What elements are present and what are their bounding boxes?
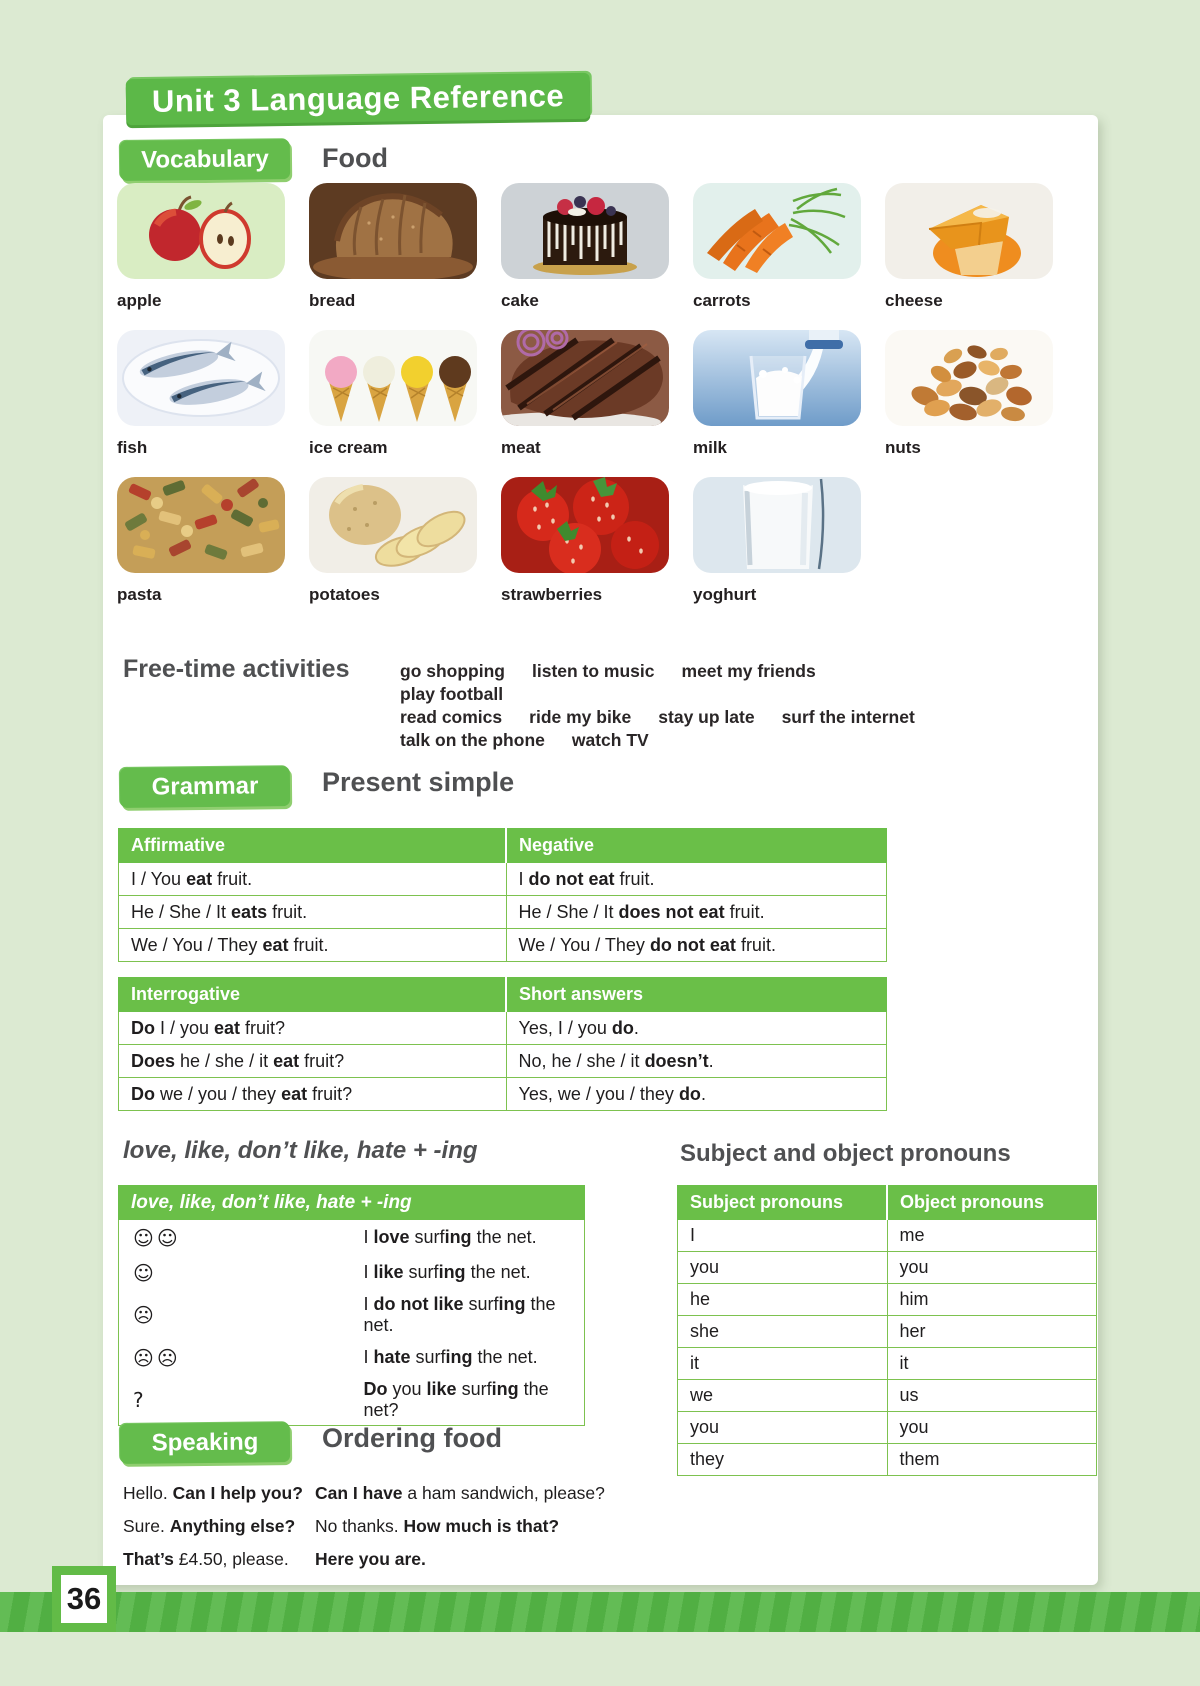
table-row bbox=[119, 1078, 887, 1111]
table-cell: you bbox=[887, 1252, 1097, 1284]
ing-section-heading: love, like, don’t like, hate + -ing bbox=[123, 1137, 478, 1164]
table-cell: it bbox=[887, 1348, 1097, 1380]
food-item-nuts bbox=[885, 330, 1077, 477]
table-row bbox=[119, 929, 887, 962]
dialogue-customer-line: No thanks. How much is that? bbox=[315, 1516, 560, 1536]
table-cell: Yes, I / you do. bbox=[506, 1012, 887, 1045]
food-item-potatoes bbox=[309, 477, 501, 624]
food-item-bread bbox=[309, 183, 501, 330]
table-cell: her bbox=[887, 1316, 1097, 1348]
table-cell: me bbox=[887, 1220, 1097, 1252]
table-row bbox=[119, 1290, 585, 1340]
table-row bbox=[678, 1444, 1097, 1476]
table-cell: We / You / They eat fruit. bbox=[119, 929, 507, 962]
grammar-badge: Grammar bbox=[120, 766, 290, 808]
food-item-milk bbox=[693, 330, 885, 477]
column-header: Negative bbox=[506, 829, 887, 863]
food-label: cheese bbox=[885, 291, 943, 310]
smiley-symbol: ☹ bbox=[119, 1290, 352, 1340]
table-cell: I do not like surfing the net. bbox=[352, 1290, 585, 1340]
present-simple-affirmative-negative-table bbox=[118, 828, 887, 962]
table-header-row bbox=[678, 1186, 1097, 1220]
food-label: cake bbox=[501, 291, 539, 310]
column-header: Subject pronouns bbox=[678, 1186, 888, 1220]
column-header: Short answers bbox=[506, 978, 887, 1012]
column-header: love, like, don’t like, hate + -ing bbox=[119, 1186, 585, 1220]
vocabulary-badge: Vocabulary bbox=[120, 139, 290, 181]
table-cell: he bbox=[678, 1284, 888, 1316]
table-cell: Does he / she / it eat fruit? bbox=[119, 1045, 507, 1078]
strawberries-image bbox=[501, 477, 669, 573]
table-cell: I like surfing the net. bbox=[352, 1255, 585, 1290]
food-item-cheese bbox=[885, 183, 1077, 330]
table-cell: I do not eat fruit. bbox=[506, 863, 887, 896]
free-time-activity: meet my friends bbox=[681, 661, 816, 681]
column-header: Interrogative bbox=[119, 978, 507, 1012]
cheese-image bbox=[885, 183, 1053, 279]
free-time-activity: watch TV bbox=[571, 730, 649, 750]
ice-cream-image bbox=[309, 330, 477, 426]
food-item-pasta bbox=[117, 477, 309, 624]
free-time-activities-list bbox=[400, 660, 960, 752]
dialogue-waiter-line: Sure. Anything else? bbox=[123, 1516, 296, 1536]
speaking-heading: Ordering food bbox=[322, 1423, 502, 1453]
content-card bbox=[103, 115, 1098, 1585]
dialogue-waiter-line: Hello. Can I help you? bbox=[123, 1483, 303, 1503]
food-item-apple bbox=[117, 183, 309, 330]
table-cell: she bbox=[678, 1316, 888, 1348]
bread-image bbox=[309, 183, 477, 279]
table-row bbox=[678, 1284, 1097, 1316]
table-row bbox=[119, 863, 887, 896]
food-item-cake bbox=[501, 183, 693, 330]
pasta-image bbox=[117, 477, 285, 573]
free-time-activity: listen to music bbox=[531, 661, 655, 681]
smiley-symbol: ☹☹ bbox=[119, 1340, 352, 1375]
table-row bbox=[678, 1412, 1097, 1444]
table-cell: Do I / you eat fruit? bbox=[119, 1012, 507, 1045]
table-row bbox=[119, 1012, 887, 1045]
table-cell: you bbox=[678, 1412, 888, 1444]
food-label: ice cream bbox=[309, 438, 388, 457]
pronouns-heading: Subject and object pronouns bbox=[680, 1140, 1011, 1167]
table-row bbox=[119, 1375, 585, 1426]
table-row bbox=[678, 1220, 1097, 1252]
table-cell: He / She / It eats fruit. bbox=[119, 896, 507, 929]
smiley-symbol: ? bbox=[119, 1375, 352, 1426]
potatoes-image bbox=[309, 477, 477, 573]
table-cell: I bbox=[678, 1220, 888, 1252]
table-row bbox=[678, 1380, 1097, 1412]
table-header-row bbox=[119, 829, 887, 863]
table-cell: it bbox=[678, 1348, 888, 1380]
dialogue-waiter-line: That’s £4.50, please. bbox=[123, 1549, 289, 1569]
food-item-yoghurt bbox=[693, 477, 885, 624]
free-time-activity: stay up late bbox=[658, 707, 755, 727]
present-simple-interrogative-short-answers-table bbox=[118, 977, 887, 1111]
speaking-badge: Speaking bbox=[120, 1422, 290, 1464]
table-cell: He / She / It does not eat fruit. bbox=[506, 896, 887, 929]
love-like-hate-ing-table bbox=[118, 1185, 585, 1426]
cake-image bbox=[501, 183, 669, 279]
grammar-heading: Present simple bbox=[322, 767, 515, 797]
free-time-activity: read comics bbox=[400, 707, 503, 727]
free-time-line bbox=[400, 660, 960, 706]
food-label: pasta bbox=[117, 585, 162, 604]
free-time-activity: ride my bike bbox=[529, 707, 632, 727]
apple-image bbox=[117, 183, 285, 279]
food-grid bbox=[117, 183, 1077, 624]
bottom-bar bbox=[0, 1592, 1200, 1632]
table-cell: We / You / They do not eat fruit. bbox=[506, 929, 887, 962]
column-header: Object pronouns bbox=[887, 1186, 1097, 1220]
fish-image bbox=[117, 330, 285, 426]
table-row bbox=[119, 1045, 887, 1078]
table-row bbox=[119, 1220, 585, 1256]
table-cell: I love surfing the net. bbox=[352, 1220, 585, 1256]
food-item-ice-cream bbox=[309, 330, 501, 477]
table-row bbox=[119, 1340, 585, 1375]
table-row bbox=[678, 1316, 1097, 1348]
table-cell: Yes, we / you / they do. bbox=[506, 1078, 887, 1111]
table-row bbox=[678, 1348, 1097, 1380]
free-time-activity: surf the internet bbox=[781, 707, 915, 727]
ordering-food-dialogue bbox=[123, 1477, 605, 1576]
food-label: fish bbox=[117, 438, 148, 457]
free-time-activity: go shopping bbox=[400, 661, 505, 681]
food-label: yoghurt bbox=[693, 585, 757, 604]
free-time-line bbox=[400, 706, 960, 729]
food-label: nuts bbox=[885, 438, 921, 457]
meat-image bbox=[501, 330, 669, 426]
dialogue-customer-line: Here you are. bbox=[315, 1549, 426, 1569]
table-cell: him bbox=[887, 1284, 1097, 1316]
page-number: 36 bbox=[52, 1566, 116, 1632]
free-time-activity: play football bbox=[400, 684, 504, 704]
food-label: potatoes bbox=[309, 585, 380, 604]
food-item-meat bbox=[501, 330, 693, 477]
table-header-row bbox=[119, 978, 887, 1012]
table-cell: you bbox=[887, 1412, 1097, 1444]
free-time-activity: talk on the phone bbox=[400, 730, 545, 750]
table-header-row bbox=[119, 1186, 585, 1220]
milk-image bbox=[693, 330, 861, 426]
table-cell: us bbox=[887, 1380, 1097, 1412]
food-label: bread bbox=[309, 291, 356, 310]
table-cell: you bbox=[678, 1252, 888, 1284]
smiley-symbol: ☺ bbox=[119, 1255, 352, 1290]
nuts-image bbox=[885, 330, 1053, 426]
food-item-fish bbox=[117, 330, 309, 477]
table-cell: I / You eat fruit. bbox=[119, 863, 507, 896]
free-time-line bbox=[400, 729, 960, 752]
pronouns-table bbox=[677, 1185, 1097, 1476]
table-cell: I hate surfing the net. bbox=[352, 1340, 585, 1375]
food-label: apple bbox=[117, 291, 162, 310]
table-cell: Do you like surfing the net? bbox=[352, 1375, 585, 1426]
table-cell: we bbox=[678, 1380, 888, 1412]
carrots-image bbox=[693, 183, 861, 279]
table-cell: they bbox=[678, 1444, 888, 1476]
smiley-symbol: ☺☺ bbox=[119, 1220, 352, 1256]
food-label: strawberries bbox=[501, 585, 603, 604]
table-cell: them bbox=[887, 1444, 1097, 1476]
yoghurt-image bbox=[693, 477, 861, 573]
table-row bbox=[678, 1252, 1097, 1284]
table-cell: No, he / she / it doesn’t. bbox=[506, 1045, 887, 1078]
unit-title-banner: Unit 3 Language Reference bbox=[126, 73, 591, 125]
table-cell: Do we / you / they eat fruit? bbox=[119, 1078, 507, 1111]
food-label: milk bbox=[693, 438, 728, 457]
food-item-strawberries bbox=[501, 477, 693, 624]
food-label: carrots bbox=[693, 291, 751, 310]
table-row bbox=[119, 896, 887, 929]
food-label: meat bbox=[501, 438, 541, 457]
vocabulary-heading: Food bbox=[322, 143, 388, 173]
free-time-heading: Free-time activities bbox=[123, 655, 350, 683]
column-header: Affirmative bbox=[119, 829, 507, 863]
dialogue-customer-line: Can I have a ham sandwich, please? bbox=[315, 1483, 605, 1503]
food-item-carrots bbox=[693, 183, 885, 330]
table-row bbox=[119, 1255, 585, 1290]
